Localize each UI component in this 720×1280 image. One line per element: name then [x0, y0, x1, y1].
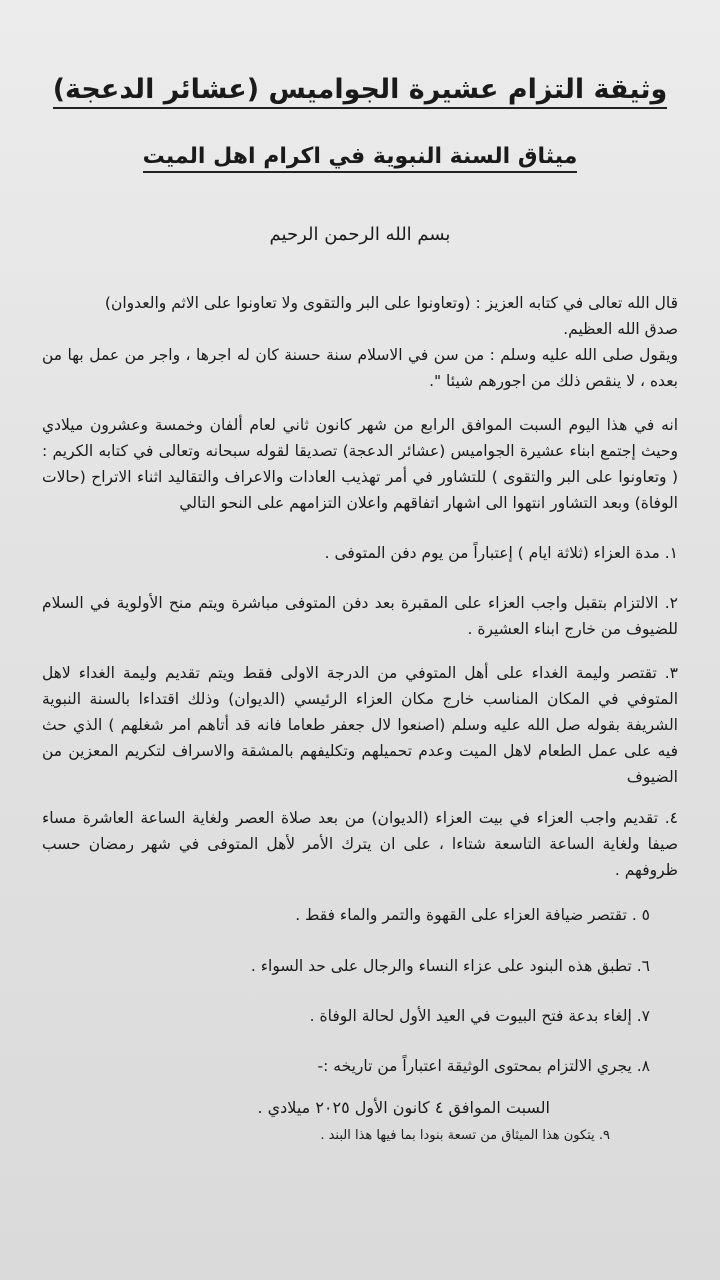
clause-8: ٨. يجري الالتزام بمحتوى الوثيقة اعتباراً من تاريخه :-	[317, 1057, 650, 1075]
clause-9: ٩. يتكون هذا الميثاق من تسعة بنودا بما فيها هذا البند .	[320, 1128, 610, 1143]
clause-6: ٦. تطبق هذه البنود على عزاء النساء والرجال على حد السواء .	[250, 957, 650, 975]
subtitle-text: ميثاق السنة النبوية في اكرام اهل الميت	[143, 144, 578, 173]
clause-4: ٤. تقديم واجب العزاء في بيت العزاء (الديوان) من بعد صلاة العصر ولغاية الساعة العاشرة مساء صيفا ولغاية الساعة التاسعة شتاءا ، على ان يترك الأمر لأهل المتوفى في شهر رمضان حسب ظروفهم .	[42, 809, 678, 879]
preamble-paragraph: انه في هذا اليوم السبت الموافق الرابع من شهر كانون ثاني لعام ألفان وخمسة وعشرون ميلادي وحيث إجتمع ابناء عشيرة الجواميس (عشائر الدعجة) تصديقا لقوله سبحانه وتعالى في كتابه الكريم : ( وتعاونوا على البر والتقوى ) للتشاور في أمر تهذيب العادات والاعراف والتقاليد اثناء الاتراح (حالات الوفاة) وبعد التشاور انتهوا الى اشهار اتفاقهم واعلان التزامهم على النحو التالي	[42, 416, 678, 512]
clause-5: ٥ . تقتصر ضيافة العزاء على القهوة والتمر والماء فقط .	[295, 906, 650, 924]
clause-7: ٧. إلغاء بدعة فتح البيوت في العيد الأول لحالة الوفاة .	[309, 1007, 650, 1025]
clause-1: ١. مدة العزاء (ثلاثة ايام ) إعتباراً من يوم دفن المتوفى .	[324, 544, 678, 562]
document-subtitle	[0, 144, 720, 169]
basmala: بسم الله الرحمن الرحيم	[269, 224, 451, 245]
clause-2: ٢. الالتزام بتقبل واجب العزاء على المقبرة بعد دفن المتوفى مباشرة ويتم منح الأولوية في السلام للضيوف من خارج ابناء العشيرة .	[42, 594, 678, 638]
quran-quote: قال الله تعالى في كتابه العزيز : (وتعاونوا على البر والتقوى ولا تعاونوا على الاثم والعدوان)	[104, 294, 678, 312]
quran-close: صدق الله العظيم.	[563, 320, 678, 338]
document-title	[0, 74, 720, 105]
clause-3: ٣. تقتصر وليمة الغداء على أهل المتوفي من الدرجة الاولى فقط ويتم تقديم وليمة الغداء لاهل المتوفي في المكان المناسب خارج مكان العزاء الرئيسي (الديوان) وذلك اقتداءا بالسنة النبوية الشريفة بقوله صل الله عليه وسلم (اصنعوا لال جعفر طعاما فانه قد أتاهم امر شغلهم ) الذي حث فيه على عمل الطعام لاهل الميت وعدم تحميلهم وتكليفهم بالمشقة والاسراف لتكريم المعزين من الضيوف	[42, 664, 678, 786]
document-date: السبت الموافق ٤ كانون الأول ٢٠٢٥ ميلادي .	[257, 1098, 550, 1117]
title-text: وثيقة التزام عشيرة الجواميس (عشائر الدعجة)	[53, 74, 668, 109]
hadith-quote: ويقول صلى الله عليه وسلم : من سن في الاسلام سنة حسنة كان له اجرها ، واجر من عمل بها من بعده ، لا ينقص ذلك من اجورهم شيئا ".	[42, 346, 678, 390]
intro-quotes	[42, 290, 678, 394]
